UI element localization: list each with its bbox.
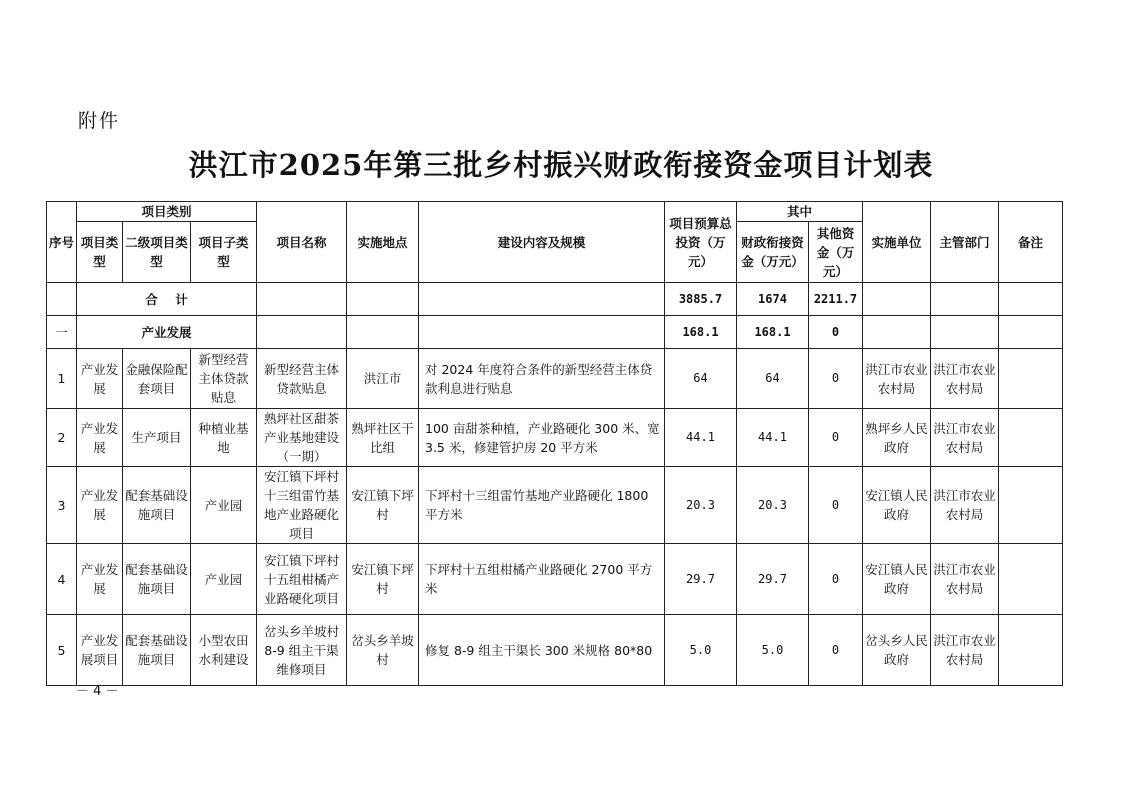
row-type2: 配套基础设施项目 bbox=[123, 544, 191, 615]
header-budget: 项目预算总投资（万元） bbox=[665, 202, 737, 283]
project-plan-table bbox=[46, 201, 1063, 686]
header-type: 项目类型 bbox=[77, 222, 123, 283]
row-content: 100 亩甜茶种植，产业路硬化 300 米、宽 3.5 米，修建管护房 20 平方米 bbox=[419, 409, 665, 467]
row-location: 安江镇下坪村 bbox=[347, 544, 419, 615]
section-department bbox=[931, 316, 999, 349]
section-row bbox=[47, 316, 1063, 349]
row-remarks bbox=[999, 349, 1063, 409]
row-remarks bbox=[999, 409, 1063, 467]
row-remarks bbox=[999, 544, 1063, 615]
row-fiscal: 5.0 bbox=[737, 615, 809, 686]
total-row bbox=[47, 283, 1063, 316]
total-name bbox=[257, 283, 347, 316]
total-remarks bbox=[999, 283, 1063, 316]
header-seq: 序号 bbox=[47, 202, 77, 283]
section-other: 0 bbox=[809, 316, 863, 349]
row-other: 0 bbox=[809, 615, 863, 686]
row-type: 产业发展 bbox=[77, 409, 123, 467]
total-implementer bbox=[863, 283, 931, 316]
row-remarks bbox=[999, 467, 1063, 544]
total-seq bbox=[47, 283, 77, 316]
header-subtype: 项目子类型 bbox=[191, 222, 257, 283]
header-fiscal: 财政衔接资金（万元） bbox=[737, 222, 809, 283]
table-row bbox=[47, 409, 1063, 467]
row-content: 修复 8-9 组主干渠长 300 米规格 80*80 bbox=[419, 615, 665, 686]
header-other: 其他资金（万元） bbox=[809, 222, 863, 283]
page-number: － 4 － bbox=[76, 684, 119, 699]
row-name: 安江镇下坪村十三组雷竹基地产业路硬化项目 bbox=[257, 467, 347, 544]
row-location: 岔头乡羊坡村 bbox=[347, 615, 419, 686]
row-fiscal: 44.1 bbox=[737, 409, 809, 467]
row-other: 0 bbox=[809, 409, 863, 467]
row-location: 安江镇下坪村 bbox=[347, 467, 419, 544]
row-seq: 2 bbox=[47, 409, 77, 467]
table-row bbox=[47, 467, 1063, 544]
table-row bbox=[47, 544, 1063, 615]
row-location: 洪江市 bbox=[347, 349, 419, 409]
row-implementer: 熟坪乡人民政府 bbox=[863, 409, 931, 467]
row-name: 熟坪社区甜茶产业基地建设（一期） bbox=[257, 409, 347, 467]
row-department: 洪江市农业农村局 bbox=[931, 349, 999, 409]
section-remarks bbox=[999, 316, 1063, 349]
section-content bbox=[419, 316, 665, 349]
total-content bbox=[419, 283, 665, 316]
row-type2: 配套基础设施项目 bbox=[123, 615, 191, 686]
section-fiscal: 168.1 bbox=[737, 316, 809, 349]
row-implementer: 安江镇人民政府 bbox=[863, 467, 931, 544]
row-name: 岔头乡羊坡村 8-9 组主干渠维修项目 bbox=[257, 615, 347, 686]
total-budget: 3885.7 bbox=[665, 283, 737, 316]
row-content: 下坪村十五组柑橘产业路硬化 2700 平方米 bbox=[419, 544, 665, 615]
total-location bbox=[347, 283, 419, 316]
row-implementer: 岔头乡人民政府 bbox=[863, 615, 931, 686]
header-implementer: 实施单位 bbox=[863, 202, 931, 283]
attachment-label: 附件 bbox=[78, 110, 121, 132]
total-fiscal: 1674 bbox=[737, 283, 809, 316]
row-type2: 金融保险配套项目 bbox=[123, 349, 191, 409]
row-type: 产业发展项目 bbox=[77, 615, 123, 686]
row-type: 产业发展 bbox=[77, 544, 123, 615]
row-seq: 4 bbox=[47, 544, 77, 615]
table-row bbox=[47, 349, 1063, 409]
row-budget: 20.3 bbox=[665, 467, 737, 544]
row-type: 产业发展 bbox=[77, 349, 123, 409]
total-department bbox=[931, 283, 999, 316]
header-category-group: 项目类别 bbox=[77, 202, 257, 222]
row-subtype: 小型农田水利建设 bbox=[191, 615, 257, 686]
header-remarks: 备注 bbox=[999, 202, 1063, 283]
row-department: 洪江市农业农村局 bbox=[931, 467, 999, 544]
row-subtype: 种植业基地 bbox=[191, 409, 257, 467]
row-content: 对 2024 年度符合条件的新型经营主体贷款利息进行贴息 bbox=[419, 349, 665, 409]
row-content: 下坪村十三组雷竹基地产业路硬化 1800 平方米 bbox=[419, 467, 665, 544]
header-type2: 二级项目类型 bbox=[123, 222, 191, 283]
row-type2: 配套基础设施项目 bbox=[123, 467, 191, 544]
row-department: 洪江市农业农村局 bbox=[931, 409, 999, 467]
header-content: 建设内容及规模 bbox=[419, 202, 665, 283]
total-other: 2211.7 bbox=[809, 283, 863, 316]
row-type: 产业发展 bbox=[77, 467, 123, 544]
row-seq: 5 bbox=[47, 615, 77, 686]
row-department: 洪江市农业农村局 bbox=[931, 544, 999, 615]
row-subtype: 新型经营主体贷款贴息 bbox=[191, 349, 257, 409]
row-implementer: 安江镇人民政府 bbox=[863, 544, 931, 615]
row-budget: 64 bbox=[665, 349, 737, 409]
page-title: 洪江市2025年第三批乡村振兴财政衔接资金项目计划表 bbox=[188, 148, 934, 182]
row-subtype: 产业园 bbox=[191, 544, 257, 615]
row-seq: 1 bbox=[47, 349, 77, 409]
row-fiscal: 29.7 bbox=[737, 544, 809, 615]
row-other: 0 bbox=[809, 467, 863, 544]
row-other: 0 bbox=[809, 349, 863, 409]
row-type2: 生产项目 bbox=[123, 409, 191, 467]
row-budget: 5.0 bbox=[665, 615, 737, 686]
section-name bbox=[257, 316, 347, 349]
total-label: 合 计 bbox=[77, 283, 257, 316]
section-budget: 168.1 bbox=[665, 316, 737, 349]
section-location bbox=[347, 316, 419, 349]
row-name: 新型经营主体贷款贴息 bbox=[257, 349, 347, 409]
row-location: 熟坪社区干比组 bbox=[347, 409, 419, 467]
header-row-1 bbox=[47, 202, 1063, 222]
row-budget: 29.7 bbox=[665, 544, 737, 615]
header-department: 主管部门 bbox=[931, 202, 999, 283]
row-other: 0 bbox=[809, 544, 863, 615]
section-implementer bbox=[863, 316, 931, 349]
row-fiscal: 64 bbox=[737, 349, 809, 409]
header-of-which: 其中 bbox=[737, 202, 863, 222]
row-fiscal: 20.3 bbox=[737, 467, 809, 544]
row-seq: 3 bbox=[47, 467, 77, 544]
row-budget: 44.1 bbox=[665, 409, 737, 467]
section-label: 产业发展 bbox=[77, 316, 257, 349]
row-implementer: 洪江市农业农村局 bbox=[863, 349, 931, 409]
row-subtype: 产业园 bbox=[191, 467, 257, 544]
header-name: 项目名称 bbox=[257, 202, 347, 283]
row-name: 安江镇下坪村十五组柑橘产业路硬化项目 bbox=[257, 544, 347, 615]
row-remarks bbox=[999, 615, 1063, 686]
section-seq: 一 bbox=[47, 316, 77, 349]
row-department: 洪江市农业农村局 bbox=[931, 615, 999, 686]
header-location: 实施地点 bbox=[347, 202, 419, 283]
table-row bbox=[47, 615, 1063, 686]
